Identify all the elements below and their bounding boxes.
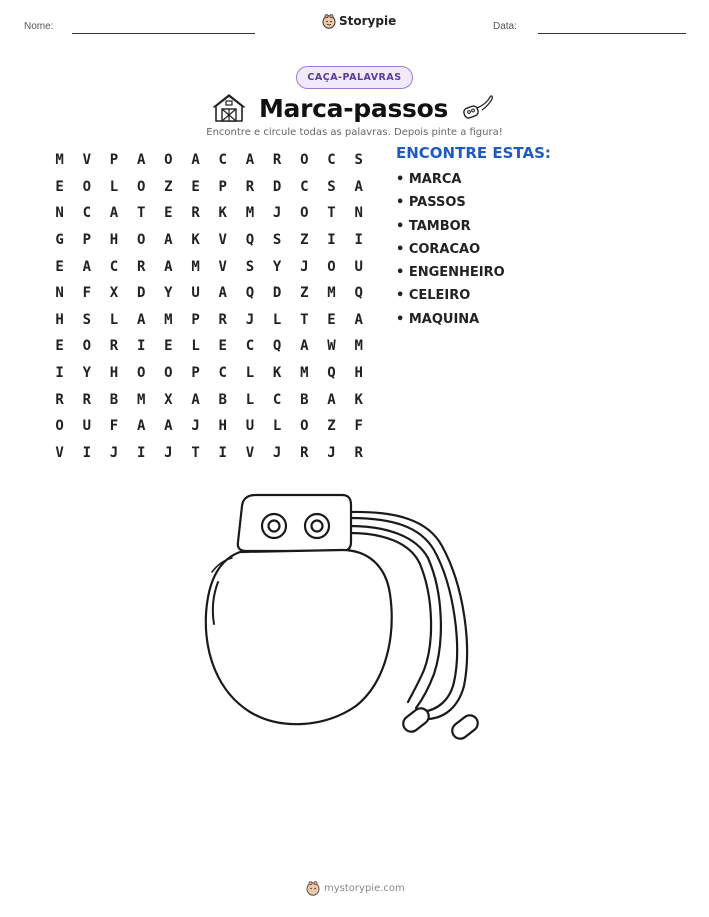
grid-letter[interactable]: X <box>109 285 119 302</box>
grid-letter[interactable]: A <box>354 311 363 328</box>
grid-letter[interactable]: A <box>164 418 173 435</box>
grid-letter[interactable]: Z <box>300 285 309 302</box>
grid-letter[interactable]: U <box>82 418 91 435</box>
grid-letter[interactable]: S <box>327 178 336 195</box>
grid-letter[interactable]: M <box>164 311 173 328</box>
grid-letter[interactable]: S <box>82 311 91 328</box>
grid-letter[interactable]: A <box>245 152 255 169</box>
grid-letter[interactable]: R <box>82 391 91 408</box>
grid-letter[interactable]: C <box>327 152 336 169</box>
grid-row <box>46 413 372 440</box>
grid-letter[interactable]: L <box>191 338 200 355</box>
grid-letter[interactable]: J <box>164 444 173 461</box>
grid-letter[interactable]: K <box>354 391 363 408</box>
grid-letter[interactable]: A <box>136 418 146 435</box>
grid-letter[interactable]: P <box>109 152 119 169</box>
grid-letter[interactable]: R <box>191 205 200 222</box>
word-list-item: • CELEIRO <box>396 288 471 304</box>
grid-letter[interactable]: C <box>272 391 282 408</box>
grid-letter[interactable]: R <box>245 178 255 195</box>
name-label: Nome: <box>24 21 54 32</box>
grid-letter[interactable]: R <box>218 311 227 328</box>
footer-url[interactable]: mystorypie.com <box>324 882 405 894</box>
grid-letter[interactable]: S <box>245 258 255 275</box>
grid-letter[interactable]: O <box>164 152 173 169</box>
grid-letter[interactable]: J <box>109 444 119 461</box>
grid-letter[interactable]: I <box>218 444 227 461</box>
grid-letter[interactable]: N <box>55 285 64 302</box>
page-title: Marca-passos <box>258 93 449 123</box>
grid-letter[interactable]: A <box>218 285 227 302</box>
word-list-item: • ENGENHEIRO <box>396 265 505 281</box>
grid-letter[interactable]: R <box>300 444 309 461</box>
pacemaker-icon <box>462 93 496 123</box>
word-list-item: • MAQUINA <box>396 311 480 327</box>
grid-letter[interactable]: O <box>136 178 146 195</box>
date-label: Data: <box>493 21 517 32</box>
grid-letter[interactable]: I <box>136 338 146 355</box>
grid-letter[interactable]: L <box>272 418 282 435</box>
grid-letter[interactable]: A <box>191 391 200 408</box>
grid-letter[interactable]: J <box>272 205 282 222</box>
grid-letter[interactable]: T <box>136 205 146 222</box>
grid-letter[interactable]: H <box>354 365 363 382</box>
grid-letter[interactable]: Q <box>272 338 282 355</box>
grid-letter[interactable]: H <box>218 418 227 435</box>
grid-letter[interactable]: V <box>218 258 227 275</box>
grid-letter[interactable]: V <box>218 232 227 249</box>
grid-letter[interactable]: L <box>109 311 119 328</box>
grid-letter[interactable]: J <box>327 444 336 461</box>
grid-letter[interactable]: I <box>327 232 336 249</box>
grid-letter[interactable]: H <box>55 311 64 328</box>
grid-letter[interactable]: T <box>191 444 200 461</box>
grid-letter[interactable]: O <box>300 418 309 435</box>
grid-letter[interactable]: E <box>55 338 64 355</box>
grid-letter[interactable]: P <box>82 232 91 249</box>
brand-logo <box>322 13 396 29</box>
grid-letter[interactable]: E <box>55 178 64 195</box>
grid-letter[interactable]: A <box>136 152 146 169</box>
grid-letter[interactable]: I <box>354 232 363 249</box>
grid-letter[interactable]: O <box>82 178 91 195</box>
grid-letter[interactable]: I <box>82 444 91 461</box>
grid-letter[interactable]: O <box>300 152 309 169</box>
grid-letter[interactable]: C <box>245 338 255 355</box>
grid-letter[interactable]: C <box>109 258 119 275</box>
grid-letter[interactable]: Y <box>82 365 91 382</box>
grid-letter[interactable]: Z <box>300 232 309 249</box>
grid-letter[interactable]: M <box>245 205 255 222</box>
grid-letter[interactable]: O <box>136 365 146 382</box>
grid-letter[interactable]: D <box>272 285 282 302</box>
grid-letter[interactable]: E <box>164 205 173 222</box>
grid-letter[interactable]: R <box>136 258 146 275</box>
grid-row <box>46 440 372 467</box>
grid-row <box>46 200 372 227</box>
grid-letter[interactable]: O <box>300 205 309 222</box>
grid-letter[interactable]: Q <box>354 285 363 302</box>
grid-letter[interactable]: I <box>55 365 64 382</box>
grid-letter[interactable]: Y <box>272 258 282 275</box>
grid-letter[interactable]: E <box>218 338 227 355</box>
grid-letter[interactable]: M <box>191 258 200 275</box>
word-list <box>396 170 505 333</box>
grid-letter[interactable]: L <box>245 365 255 382</box>
grid-letter[interactable]: S <box>272 232 282 249</box>
grid-letter[interactable]: V <box>55 444 64 461</box>
grid-letter[interactable]: F <box>109 418 119 435</box>
grid-letter[interactable]: A <box>191 152 200 169</box>
grid-letter[interactable]: T <box>300 311 309 328</box>
grid-letter[interactable]: R <box>55 391 64 408</box>
grid-letter[interactable]: M <box>300 365 309 382</box>
footer <box>306 880 405 896</box>
grid-letter[interactable]: H <box>109 365 119 382</box>
instructions: Encontre e circule todas as palavras. Depois pinte a figura! <box>206 127 503 138</box>
grid-row <box>46 360 372 387</box>
grid-row <box>46 227 372 254</box>
grid-letter[interactable]: L <box>245 391 255 408</box>
brand-name: Storypie <box>339 14 397 28</box>
word-list-item: • CORACAO <box>396 241 481 257</box>
grid-letter[interactable]: U <box>191 285 200 302</box>
grid-letter[interactable]: I <box>136 444 146 461</box>
grid-letter[interactable]: A <box>164 232 173 249</box>
grid-letter[interactable]: Z <box>327 418 336 435</box>
grid-letter[interactable]: F <box>82 285 91 302</box>
grid-letter[interactable]: C <box>300 178 309 195</box>
grid-letter[interactable]: K <box>218 205 227 222</box>
grid-letter[interactable]: M <box>327 285 336 302</box>
grid-letter[interactable]: Y <box>164 285 173 302</box>
grid-letter[interactable]: O <box>327 258 336 275</box>
grid-letter[interactable]: A <box>327 391 336 408</box>
grid-letter[interactable]: W <box>327 338 336 355</box>
grid-letter[interactable]: D <box>136 285 146 302</box>
grid-letter[interactable]: Q <box>327 365 336 382</box>
grid-letter[interactable]: N <box>354 205 363 222</box>
storypie-logo-icon <box>322 13 336 29</box>
grid-letter[interactable]: P <box>191 365 200 382</box>
grid-letter[interactable]: O <box>82 338 91 355</box>
title-row <box>0 90 709 126</box>
grid-letter[interactable]: K <box>191 232 200 249</box>
barn-icon <box>213 93 245 123</box>
grid-letter[interactable]: R <box>354 444 363 461</box>
grid-letter[interactable]: Z <box>164 178 173 195</box>
word-list-item: • MARCA <box>396 172 462 187</box>
grid-letter[interactable]: C <box>218 365 227 382</box>
word-list-item: • TAMBOR <box>396 218 471 234</box>
grid-letter[interactable]: J <box>300 258 309 275</box>
grid-letter[interactable]: M <box>354 338 363 355</box>
storypie-logo-icon <box>306 880 320 896</box>
grid-row <box>46 386 372 413</box>
grid-letter[interactable]: O <box>164 365 173 382</box>
grid-letter[interactable]: B <box>218 391 227 408</box>
grid-letter[interactable]: H <box>109 232 119 249</box>
grid-letter[interactable]: B <box>300 391 309 408</box>
grid-letter[interactable]: E <box>55 258 64 275</box>
grid-letter[interactable]: J <box>191 418 200 435</box>
grid-letter[interactable]: P <box>191 311 200 328</box>
category-badge: CAÇA-PALAVRAS <box>296 66 413 89</box>
grid-row <box>46 174 372 201</box>
date-line[interactable] <box>538 33 686 34</box>
grid-letter[interactable]: X <box>164 391 173 408</box>
grid-letter[interactable]: U <box>245 418 255 435</box>
grid-letter[interactable]: Q <box>245 285 255 302</box>
grid-letter[interactable]: J <box>245 311 255 328</box>
grid-letter[interactable]: E <box>327 311 336 328</box>
grid-letter[interactable]: V <box>245 444 255 461</box>
grid-letter[interactable]: S <box>354 152 363 169</box>
grid-letter[interactable]: R <box>109 338 119 355</box>
grid-letter[interactable]: T <box>327 205 336 222</box>
grid-letter[interactable]: E <box>191 178 200 195</box>
grid-letter[interactable]: F <box>354 418 363 435</box>
grid-letter[interactable]: Q <box>245 232 255 249</box>
grid-letter[interactable]: C <box>82 205 91 222</box>
grid-letter[interactable]: G <box>55 232 64 249</box>
pacemaker-coloring-figure[interactable] <box>196 486 516 756</box>
grid-row <box>46 147 372 174</box>
grid-letter[interactable]: K <box>272 365 282 382</box>
word-list-title: ENCONTRE ESTAS: <box>396 144 551 162</box>
grid-letter[interactable]: M <box>136 391 146 408</box>
grid-letter[interactable]: D <box>272 178 282 195</box>
grid-row <box>46 280 372 307</box>
grid-letter[interactable]: B <box>109 391 119 408</box>
grid-letter[interactable]: A <box>82 258 91 275</box>
grid-letter[interactable]: C <box>218 152 227 169</box>
grid-row <box>46 307 372 334</box>
grid-letter[interactable]: A <box>300 338 309 355</box>
grid-letter[interactable]: O <box>136 232 146 249</box>
grid-row <box>46 333 372 360</box>
grid-letter[interactable]: E <box>164 338 173 355</box>
grid-letter[interactable]: M <box>55 152 64 169</box>
grid-letter[interactable]: U <box>354 258 363 275</box>
grid-row <box>46 253 372 280</box>
grid-letter[interactable]: L <box>272 311 282 328</box>
grid-letter[interactable]: L <box>109 178 119 195</box>
grid-letter[interactable]: J <box>272 444 282 461</box>
word-search-grid[interactable] <box>46 147 372 466</box>
grid-letter[interactable]: P <box>218 178 227 195</box>
grid-letter[interactable]: A <box>164 258 173 275</box>
grid-letter[interactable]: N <box>55 205 64 222</box>
grid-letter[interactable]: V <box>82 152 91 169</box>
word-list-item: • PASSOS <box>396 195 466 211</box>
grid-letter[interactable]: A <box>136 311 146 328</box>
grid-letter[interactable]: O <box>55 418 64 435</box>
grid-letter[interactable]: A <box>354 178 363 195</box>
grid-letter[interactable]: A <box>109 205 119 222</box>
name-line[interactable] <box>72 33 255 34</box>
grid-letter[interactable]: R <box>272 152 282 169</box>
